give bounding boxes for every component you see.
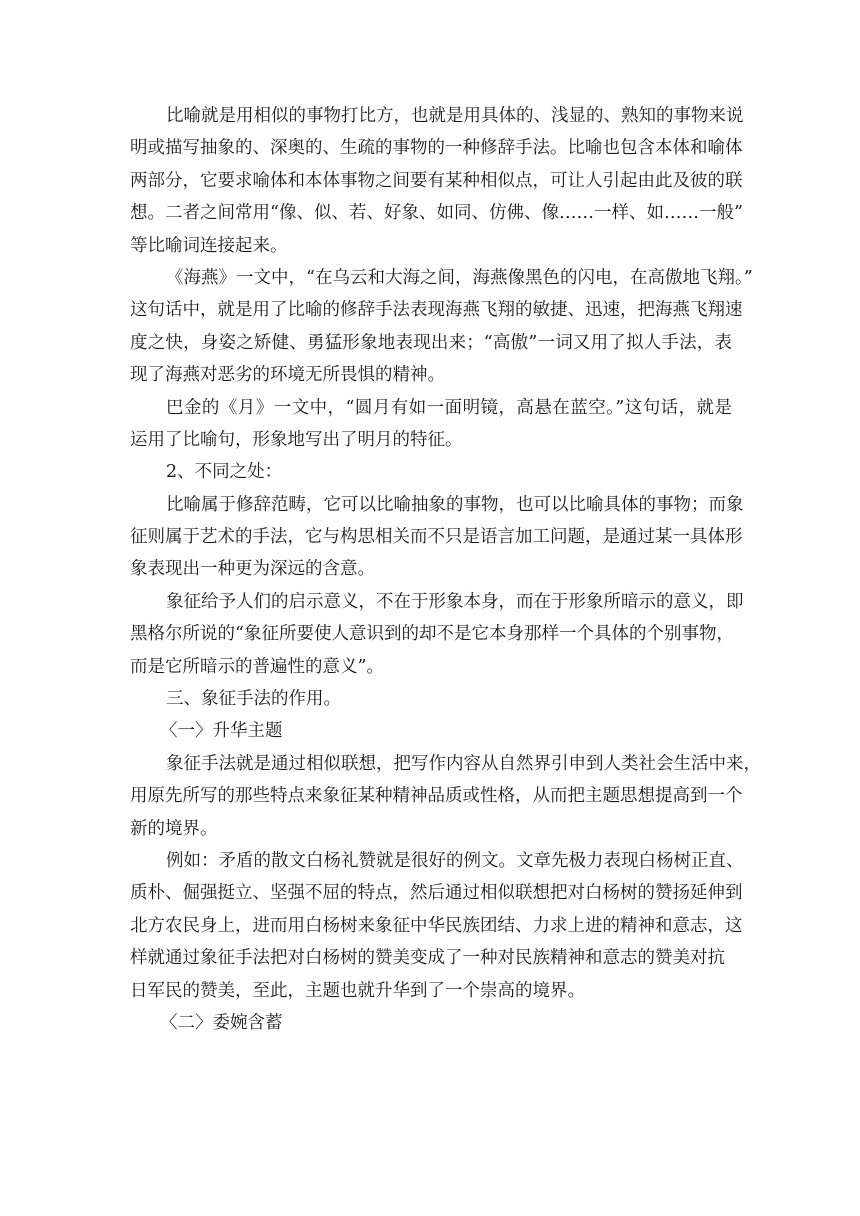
text-line: 《海燕》一文中，“在乌云和大海之间，海燕像黑色的闪电，在高傲地飞翔。”	[166, 267, 753, 288]
text-line: 运用了比喻句，形象地写出了明月的特征。	[130, 429, 463, 450]
text-line: 日军民的赞美，至此，主题也就升华到了一个崇高的境界。	[130, 980, 585, 1001]
text-line: 象征给予人们的启示意义，不在于形象本身，而在于形象所暗示的意义，即	[166, 591, 744, 612]
section-heading: 三、象征手法的作用。	[166, 689, 341, 710]
text-line: 两部分，它要求喻体和本体事物之间要有某种相似点，可让人引起由此及彼的联	[130, 170, 743, 191]
text-line: 等比喻词连接起来。	[130, 235, 288, 256]
text-line: 北方农民身上，进而用白杨树来象征中华民族团结、力求上进的精神和意志，这	[130, 915, 743, 936]
section-heading: 2、不同之处：	[166, 462, 283, 483]
text-line: 现了海燕对恶劣的环境无所畏惧的精神。	[130, 365, 445, 386]
text-line: 比喻属于修辞范畴，它可以比喻抽象的事物，也可以比喻具体的事物；而象	[166, 494, 744, 515]
text-line: 象表现出一种更为深远的含意。	[130, 559, 375, 580]
text-line: 明或描写抽象的、深奥的、生疏的事物的一种修辞手法。比喻也包含本体和喻体	[130, 138, 743, 159]
text-line: 度之快，身姿之矫健、勇猛形象地表现出来；“高傲”一词又用了拟人手法，表	[130, 332, 732, 353]
text-line: 样就通过象征手法把对白杨树的赞美变成了一种对民族精神和意志的赞美对抗	[130, 948, 725, 969]
text-line: 象征手法就是通过相似联想，把写作内容从自然界引申到人类社会生活中来，	[166, 753, 761, 774]
text-line: 新的境界。	[130, 818, 218, 839]
text-line: 例如：矛盾的散文白杨礼赞就是很好的例文。文章先极力表现白杨树正直、	[166, 850, 744, 871]
text-line: 巴金的《月》一文中，“圆月有如一面明镜，高悬在蓝空。”这句话，就是	[166, 397, 732, 418]
subsection-heading: 〈二〉委婉含蓄	[160, 1012, 283, 1033]
text-line: 而是它所暗示的普遍性的意义”。	[130, 656, 384, 677]
text-line: 这句话中，就是用了比喻的修辞手法表现海燕飞翔的敏捷、迅速，把海燕飞翔速	[130, 300, 743, 321]
subsection-heading: 〈一〉升华主题	[160, 721, 283, 742]
text-line: 黑格尔所说的“象征所要使人意识到的却不是它本身那样一个具体的个别事物，	[130, 624, 734, 645]
text-line: 想。二者之间常用“像、似、若、好象、如同、仿佛、像……一样、如……一般”	[130, 203, 743, 224]
text-line: 征则属于艺术的手法，它与构思相关而不只是语言加工问题，是通过某一具体形	[130, 527, 743, 548]
text-line: 用原先所写的那些特点来象征某种精神品质或性格，从而把主题思想提高到一个	[130, 786, 743, 807]
text-line: 比喻就是用相似的事物打比方，也就是用具体的、浅显的、熟知的事物来说	[166, 106, 744, 126]
text-line: 质朴、倔强挺立、坚强不屈的特点，然后通过相似联想把对白杨树的赞扬延伸到	[130, 883, 743, 904]
document-page	[130, 100, 761, 1039]
